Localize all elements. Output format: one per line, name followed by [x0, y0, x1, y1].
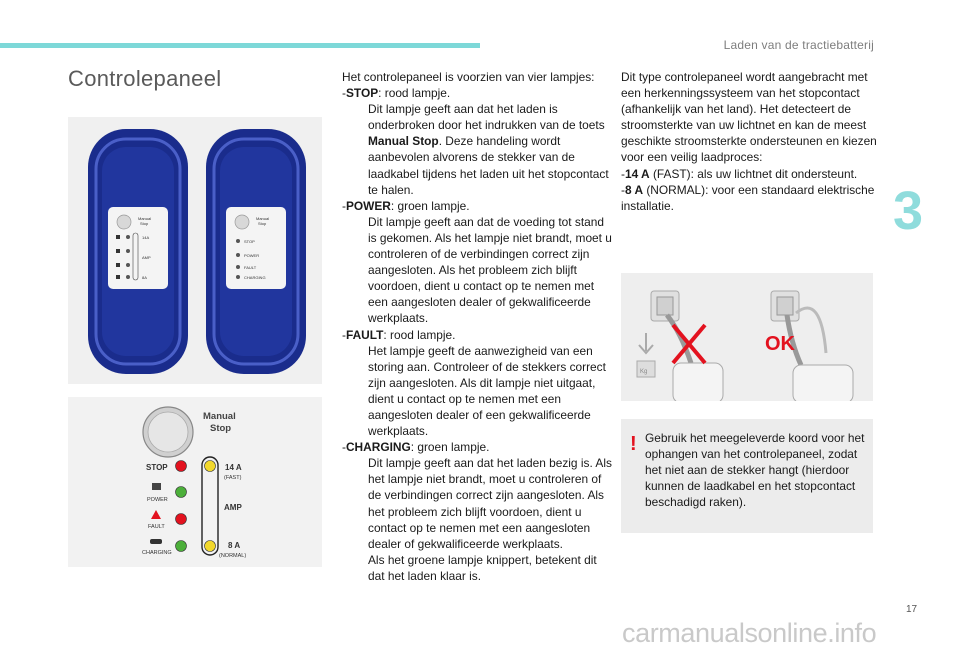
- svg-text:STOP: STOP: [244, 239, 255, 244]
- svg-text:Stop: Stop: [140, 221, 149, 226]
- col3-intro: Dit type controlepaneel wordt aangebracht met een herkenningssysteem van het stopcontact (afhankelijk van het land). Het detecteert de stroomsterkte van uw lichtnet en kan de meest geschikte stroomsterkte ondersteunen en kiezen voor een veilig laadproces:: [621, 70, 877, 165]
- a14-label: 14 A: [225, 463, 242, 472]
- svg-text:Manual: Manual: [138, 216, 152, 221]
- power-label: POWER: [147, 497, 168, 503]
- current-item-14a: -14 A (FAST): als uw lichtnet dit ondersteunt.: [621, 166, 858, 181]
- lamp-item-fault: -FAULT: rood lampje. Het lampje geeft de aanwezigheid van een storing aan. Controleer of de stekkers correct zijn aangesloten. Als dit lampje niet uitgaat, dient u contact op te nemen met een aangesloten dealer of een gekwalificeerde werkplaats.: [342, 327, 606, 439]
- svg-text:14A: 14A: [142, 235, 150, 240]
- a8-label: 8 A: [228, 541, 241, 550]
- svg-text:Manual: Manual: [256, 216, 270, 221]
- header-accent-bar: [0, 43, 480, 48]
- lamp-8a: [205, 541, 216, 552]
- svg-text:AMP: AMP: [142, 255, 151, 260]
- exclamation-icon: !: [630, 433, 637, 455]
- lamp-item-charging: -CHARGING: groen lampje. Dit lampje geeft aan dat het laden bezig is. Als het lampje niet brandt, moet u controleren of de verbindingen correct zijn aangesloten. Als het probleem zich blijft voordoen, dient u contact op te nemen met een aangesloten dealer of gekwalificeerde werkplaats. Als het groene lampje knippert, betekent dit dat het laden klaar is.: [342, 440, 612, 583]
- lamp-item-power: -POWER: groen lampje. Dit lampje geeft aan dat de voeding tot stand is gekomen. Als het lampje niet brandt, moet u controleren of de verbindingen correct zijn aangesloten. Als het probleem zich blijft voordoen, dient u contact op te nemen met een aangesloten dealer of gekwalificeerde werkplaats.: [342, 198, 612, 326]
- cord-hanging-illustration: [621, 273, 873, 401]
- svg-text:POWER: POWER: [244, 253, 260, 258]
- svg-text:Stop: Stop: [258, 221, 267, 226]
- stop-btn-label: Stop: [210, 423, 232, 434]
- weight-label: Kg: [640, 369, 648, 375]
- lamp-item-stop: -STOP: rood lampje. Dit lampje geeft aan dat het laden is onderbroken door het indrukken van de toets Manual Stop. Deze handeling wordt aanbevolen alvorens de stekker van de laadkabel tijdens het laden uit het stopcontact te halen.: [342, 86, 609, 197]
- lamp-fault: [176, 514, 187, 525]
- section-header: Laden van de tractiebatterij: [723, 38, 874, 52]
- intro-text: Het controlepaneel is voorzien van vier lampjes:: [342, 70, 595, 84]
- svg-text:CHARGING: CHARGING: [244, 275, 266, 280]
- normal-label: (NORMAL): [219, 553, 247, 559]
- charging-label: CHARGING: [142, 550, 172, 556]
- ok-label: OK: [765, 333, 795, 355]
- page-number: 17: [906, 604, 918, 615]
- control-unit-right: [206, 129, 306, 374]
- warning-text: Gebruik het meegeleverde koord voor het ophangen van het controlepaneel, zodat het niet aan de stekker hangt (hierdoor kunnen de laadkabel en het stopcontact beschadigd raken).: [645, 431, 865, 510]
- control-units-illustration: [68, 117, 322, 384]
- amp-label: AMP: [224, 503, 242, 512]
- warning-box: [621, 419, 873, 533]
- watermark: carmanualsonline.info: [622, 618, 877, 648]
- svg-text:FAULT: FAULT: [244, 265, 257, 270]
- page-title: Controlepaneel: [68, 66, 222, 91]
- fault-label: FAULT: [148, 524, 165, 530]
- control-unit-left: [88, 129, 188, 374]
- chapter-number: 3: [893, 181, 924, 241]
- fast-label: (FAST): [224, 475, 242, 481]
- lamp-charging: [176, 541, 187, 552]
- svg-text:8A: 8A: [142, 275, 147, 280]
- manual-label: Manual: [203, 411, 236, 422]
- lamps-description: [342, 69, 612, 584]
- lamp-stop: [176, 461, 187, 472]
- panel-detail-illustration: [68, 397, 322, 567]
- current-description: [621, 69, 883, 214]
- stop-label: STOP: [146, 463, 168, 472]
- current-item-8a: -8 A (NORMAL): voor een standaard elektrische installatie.: [621, 182, 875, 213]
- lamp-14a: [205, 461, 216, 472]
- lamp-power: [176, 487, 187, 498]
